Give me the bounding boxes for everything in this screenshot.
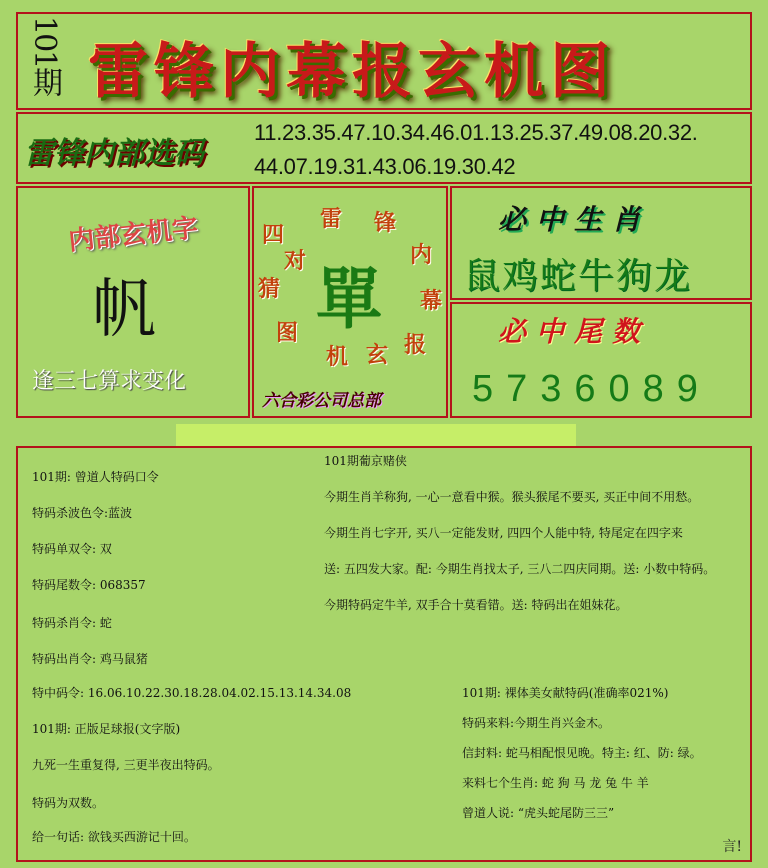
numbers-line-2: 44.07.19.31.43.06.19.30.42: [254, 154, 516, 179]
ring-char: 锋: [374, 211, 397, 236]
numbers-panel: [16, 112, 752, 184]
right-text-line: 特码来料:今期生肖兴金木。: [462, 716, 611, 730]
left-text-line: 特码杀肖令: 蛇: [32, 616, 112, 630]
zodiac-values: 鼠鸡蛇牛狗龙: [464, 256, 693, 297]
tail-values: 5736089: [472, 368, 711, 410]
ring-char: 对: [284, 249, 307, 274]
right-text-line: 今期生肖七字开, 买八一定能发财, 四四个人能中特, 特尾定在四字来: [324, 526, 683, 540]
ring-char: 玄: [366, 343, 389, 368]
tail-panel: [450, 302, 752, 418]
secret-char-panel: [16, 186, 250, 418]
ring-char: 雷: [320, 207, 343, 232]
center-panel: [252, 186, 448, 418]
title-panel: [16, 12, 752, 110]
tail-label: 必中尾数: [498, 315, 651, 348]
left-text-line: 101期: 正版足球报(文字版): [32, 722, 181, 736]
left-text-line: 特码出肖令: 鸡马鼠猪: [32, 652, 148, 666]
single-double-char: 單: [316, 261, 382, 338]
ring-char: 内: [410, 243, 433, 268]
left-text-line: 特码为双数。: [32, 796, 105, 810]
ring-char: 猜: [258, 277, 281, 302]
left-text-line: 给一句话: 欲钱买西游记十回。: [32, 830, 196, 844]
right-text-line: 101期: 裸体美女献特码(准确率021%): [462, 686, 669, 700]
page-title: 雷锋内幕报玄机图: [88, 37, 616, 107]
ring-char: 四: [262, 223, 285, 248]
right-text-line: 今期生肖羊称狗, 一心一意看中猴。猴头猴尾不要买, 买正中间不用愁。: [324, 490, 700, 504]
right-text-line: 来料七个生肖: 蛇 狗 马 龙 兔 牛 羊: [462, 776, 649, 790]
ring-char: 机: [326, 345, 349, 370]
right-text-line: 101期葡京赌侠: [324, 454, 407, 468]
corner-text: 言!: [722, 839, 742, 855]
left-text-line: 特码尾数令: 068357: [32, 578, 146, 592]
center-footer: 六合彩公司总部: [262, 391, 381, 411]
right-text-line: 今期特码定牛羊, 双手合十莫看错。送: 特码出在姐妹花。: [324, 598, 628, 612]
ring-char: 幕: [420, 289, 443, 314]
right-text-line: 送: 五四发大家。配: 今期生肖找太子, 三八二四庆同期。送: 小数中特码。: [324, 562, 716, 576]
secret-char-label: 内部玄机字: [67, 213, 200, 257]
secret-char: 帆: [92, 273, 156, 347]
ring-char: 报: [404, 333, 427, 358]
left-text-line: 特中码令: 16.06.10.22.30.18.28.04.02.15.13.14.34.08: [32, 686, 352, 700]
divider: [176, 424, 576, 446]
right-text-line: 曾道人说: “虎头蛇尾防三三”: [462, 806, 615, 820]
numbers-label: 雷锋内部选码: [24, 136, 204, 171]
left-text-line: 101期: 曾道人特码口令: [32, 470, 159, 484]
ring-char: 图: [276, 321, 299, 346]
right-text-line: 信封料: 蛇马相配恨见晚。特主: 红、防: 绿。: [462, 746, 702, 760]
bottom-text-panel: [16, 446, 752, 862]
left-text-line: 特码单双令: 双: [32, 542, 112, 556]
zodiac-label: 必中生肖: [498, 203, 651, 236]
issue-number: 101期: [27, 16, 62, 96]
secret-phrase: 逢三七算求变化: [32, 369, 187, 394]
numbers-line-1: 11.23.35.47.10.34.46.01.13.25.37.49.08.20.32.: [254, 120, 698, 145]
left-text-line: 九死一生重复得, 三更半夜出特码。: [32, 758, 220, 772]
zodiac-panel: [450, 186, 752, 300]
left-text-line: 特码杀波色令:蓝波: [32, 506, 133, 520]
